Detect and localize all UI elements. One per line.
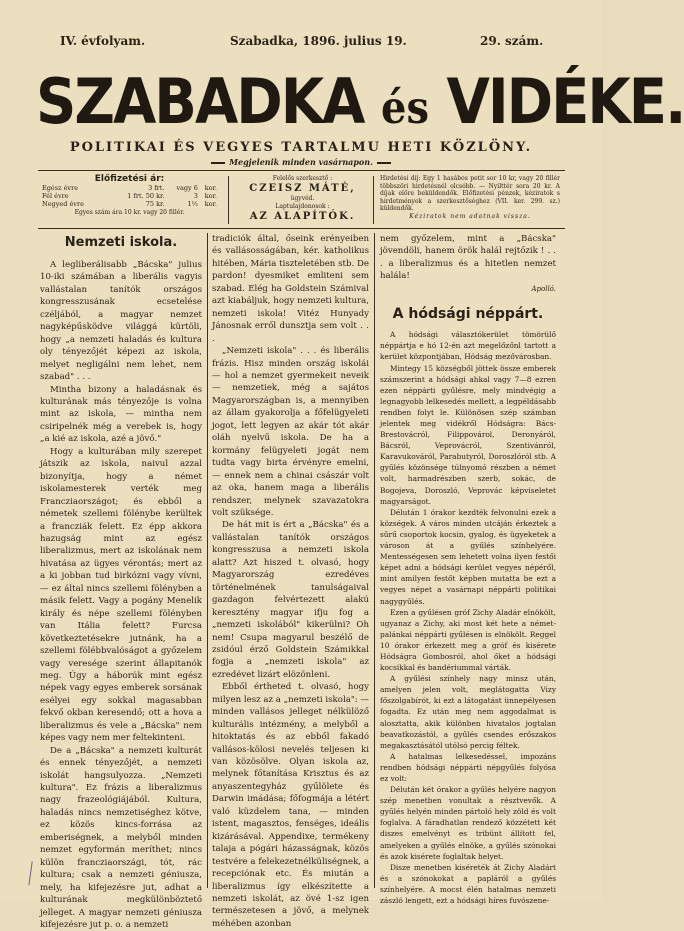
- editor-name: CZEISZ MÁTÉ,: [240, 183, 365, 195]
- ornament-rule-left: [211, 162, 225, 164]
- ornament-rule-right: [377, 162, 391, 164]
- article-paragraph: Délután 1 órakor kezdték felvonulni ezek a községek. A város minden utcáján érkeztek a sűrű csoportok kocsin, gyalog, és ügyeketek a városon át a gyűlés színhelyére. Mentességesen sem lehetett volna ilyen festői képet adni a hódsági kerület vegyes népéről, mint amilyen festőt képben mutatta be ezt a vegyes népet a vasárnapi néppárti politikai nagygyűlés.: [380, 507, 556, 607]
- advert-terms-text: Hirdetési díj: Egy 1 hasábos petit sor 10 kr, vagy 20 fillér többszöri hirdetésnél olcsóbb. — Nyilttér sora 20 kr. A díjak előre beküldendők. Előfizetési pénzek, kéziratok s hirdetmények a szerkesztőséghez (VII. ker. 299. sz.) küldendők.: [380, 175, 560, 213]
- top-rule: [38, 170, 565, 171]
- article-paragraph: A legliberálisabb „Bácska" julius 10-iki számában a liberális vagyis vallástalan tanítók országos kongresszusának ecsetelése czéljából, a magyar nemzet nagyképűsködve világgá kürtöli, hogy „a nemzeti haladás és kultura oly tényezőjét képezi az iskola, melyet negligálni nem lehet, nem szabad" . . .: [40, 259, 202, 384]
- price-unit: kor.: [198, 192, 217, 200]
- editor-role: ügyvéd.: [240, 195, 365, 203]
- article-paragraph: Mintegy 15 községből jöttek össze emberek számszerint a hódsági ahkal vagy 7—8 ezren ezen néppárti gyűlésre, mely mindvégig a legnagyobb lelkesedés mellett, a legpéldásabb rendben folyt le. Különösen szép számban jelentek meg vidékről Hódságra: Bács-Brestovácról, Filippovárol, Deronyáról, Bácsról, Veprovácról, Szentivánról, Karavukováról, Parabutyról, Doroszlóról stb. A gyűlés közönsége túlnyomó részben a német volt, harmadrészben szerb, sokác, de Bogojeva, Doroszló, Veprovác képviseletet magyarságot.: [380, 363, 556, 507]
- masthead-part2: VIDÉKE.: [447, 66, 684, 139]
- article-title: A hódsági néppárt.: [380, 305, 556, 323]
- table-row: [42, 192, 217, 200]
- price-unit: kor.: [198, 184, 217, 192]
- column-divider: [374, 233, 375, 888]
- frequency-text: Megjelenik minden vasárnapon.: [229, 157, 373, 167]
- subscription-table: [42, 184, 217, 208]
- article-title: Nemzeti iskola.: [40, 235, 202, 251]
- article-paragraph: A gyűlési színhely nagy minsz után, amelyen jelen volt, meglátogatta Vizy főszolgabírót, ki ezt a látogatást ünnepélyesen fogadta. Ez után meg nem aggodalmat is alosztatta, akik különben hivatalos jogtalan beavatkozástól, a gyűlés csendes erőszakos megakasztásától utólsó percig féltek.: [380, 673, 556, 751]
- price-label: Negyed évre: [42, 200, 107, 208]
- issue-number: 29. szám.: [480, 34, 543, 48]
- publication-frequency: [40, 157, 562, 167]
- price-value: 1 frt. 50 kr.: [107, 192, 165, 200]
- table-row: [42, 184, 217, 192]
- column-2: [212, 233, 369, 888]
- subscription-title: Előfizetési ár:: [42, 175, 217, 184]
- info-divider: [228, 176, 229, 224]
- price-alt: 1½: [164, 200, 197, 208]
- article-paragraph: „Nemzeti iskola" . . . és liberális frázis. Hisz minden ország iskolái — hol a nemzet gyermekeit neveik — nemzetiek, még a sajátos Magyarországban is, a mennyiben az állam gyakorolja a főfelügyeleti jogot, lett legyen az akár tót akár oláh nyelvű iskola. De ha a kormány felügyeleti jogát nem tudta vagy birta érvényre emelni, — ennek nem a chinai császár volt az oka, hanem maga a liberális rendszer, melynek szavazatokra volt szüksége.: [212, 345, 369, 519]
- owners-label: Laptulajdonosok :: [240, 203, 365, 211]
- info-divider: [373, 176, 374, 224]
- masthead-part1: SZABADKA: [36, 66, 364, 139]
- article-paragraph: Hogy a kulturában mily szerepet játszik az iskola, naivul azzal bizonyítja, hogy a német iskolamesterek verték meg Francziaországot; és ebből a németek szellemi fölénybe kerültek a francziák felett. Ez épp akkora hazugság mint az egész liberalizmus, mert az iskolának nem hivatása az ügyes vérontás; mert az a ki jobban tud birkózni vagy vívni, — ez által nincs szellemi fölényben a másik felett. Vagy a pogány Menelik király és népe szellemi fölényben van Itália felett? Furcsa következtetésekre jutnánk, ha a szellemi fölébbvalóságot a győzelem vagy veresége szerint állapitanók meg. Úgy a háborúk mint egész népek vagy egyes emberek sorsának esélyei egy sokkal magasabban fekvő okban keresendő; ott a hova a liberalizmus és vele a „Bácska" nem képes vagy nem mer feltekinteni.: [40, 446, 202, 745]
- editor-box: [240, 175, 365, 225]
- article-paragraph: A hódsági választókerület tömörülő néppártja e hó 12-én azt megelőzőnl tartott a kerület központjában, Hódság mezővárosban.: [380, 329, 556, 362]
- price-value: 3 frt.: [107, 184, 165, 192]
- price-value: 75 kr.: [107, 200, 165, 208]
- column-divider: [207, 233, 208, 888]
- article-paragraph: Mintha bizony a haladásnak és kulturának más tényezője is volna mint az iskola, — mintha nem csiripelnék még a verebek is, hogy „a kié az iskola, azé a jövő.": [40, 384, 202, 446]
- article-paragraph: A hatalmas lelkesedéssel, impozáns rendben hódsági néppárti népgyűlés folyósa ez volt:: [380, 751, 556, 784]
- owners-name: AZ ALAPÍTÓK.: [240, 211, 365, 223]
- price-label: Egész évre: [42, 184, 107, 192]
- volume-label: IV. évfolyam.: [60, 34, 145, 48]
- article-paragraph: Délután két órakor a gyűlés helyére nagyon szép menetben vonultak a résztvevők. A gyűlés helyén minden pártoló hely zöld és volt foglalva. A fáradhatlan rendező közzétett két diszes emelvényt es tribünt állított fel, amelyeken a gyűlés elnöke, a gyűlés szónokai és azok kisérete foglaltak helyet.: [380, 784, 556, 862]
- masthead-title: [36, 68, 566, 143]
- article-paragraph: tradiciók által, őseink erényeiben és vallásosságában, kér. katholikus hitében, Mária tiszteletében stb. De pardon! dyesmiket emliteni sem szabad. Elég ha Goldstein Számival azt kiabáljuk, hogy nemzeti kultura, nemzeti iskola! Vitéz Hunyady Jánosnak erről dunsztja sem volt . . .: [212, 233, 369, 345]
- table-row: [42, 200, 217, 208]
- article-paragraph: De a „Bácska" a nemzeti kulturát és ennek tényezőjét, a nemzeti iskolát hangsulyozza. „Nemzeti kultura". Ez frázis a liberalizmus nagy frazeológiájából. Kultura, haladás nincs nemzetiséghez kötve, ez közös kincs-forrása az emberiségnek, a melyből minden nemzet egyformán meríthet; nincs külön francziaországi, tót, rác kultura; csak a nemzeti géniusza, mely, ha kifejezésre jut, adhat a kulturának megkülönböztető jelleget. A magyar nemzeti géniusza kifejezésre jut p. o. a nemzeti: [40, 745, 202, 931]
- advert-terms-box: [380, 175, 560, 225]
- article-paragraph: Ezen a gyűlésen gróf Zichy Aladár elnökölt, ugyanaz a Zichy, aki most két hete a német-palánkai néppárti gyűlésen is elnökölt. Reggel 10 órakor érkezett meg a gróf és kisérete Hódságra Gombosról, ahol őket a hódsági kocsikkal és bandériummal várták.: [380, 607, 556, 674]
- manuscripts-note: Kéziratok nem adatnak vissza.: [380, 213, 560, 221]
- price-unit: kor.: [198, 200, 217, 208]
- single-issue-price: Egyes szám ára 10 kr. vagy 20 fillér.: [42, 208, 217, 217]
- price-alt: 3: [164, 192, 197, 200]
- subscription-box: [42, 175, 217, 225]
- subtitle: POLITIKAI ÉS VEGYES TARTALMU HETI KÖZLÖNY.: [40, 140, 562, 155]
- price-label: Fél évre: [42, 192, 107, 200]
- masthead-es: és: [381, 81, 429, 134]
- article-paragraph: nem győzelem, mint a „Bácska" jövendöli, hanem örök halál rejtőzik ! . . . a liberalizmus és a hitetlen nemzet halála!: [380, 233, 556, 283]
- article-paragraph: Ebből értheted t. olvasó, hogy milyen lesz az a „nemzeti iskola": — minden vallásos jelleget nélkülöző kulturális intézmény, a melyből a hitoktatás és az ebből fakadó vallásos-kölosi nevelés teljesen ki van közösölve. Olyan iskola az, melynek főtanítása Krisztus és az anyaszentegyház gyűlölete és Darwin imádása; főfogmája a létért való küzdelem tana, — minden istent, magasztos, fenséges, ideális kizárásával. Appendixe, termékeny talaja a pógári házasságnak, közös testvére a felekezetnélküliségnek, a recepciónak etc. És miután a liberalizmus így elkészítette a nemzeti iskolát, az övé 1-sz igen természetesen a jövő, a melynek méhében azonban: [212, 681, 369, 930]
- place-date: Szabadka, 1896. julius 19.: [230, 34, 407, 48]
- info-rule: [38, 228, 565, 229]
- editor-label: Felelős szerkesztő :: [240, 175, 365, 183]
- article-signature: Apolló.: [380, 283, 556, 295]
- article-paragraph: De hát mit is ért a „Bácska" és a vallástalan tanítók országos kongresszusa a nemzeti iskola alatt? Azt hiszed t. olvasó, hogy Magyarország ezredéves történelmének tanulságaival gazdagon felvértezett alakú keresztény magyar ifju fog a „nemzeti iskolából" kikerülni? Oh nem! Csupa magyarul beszélő de zsidóul érző Goldstein Számikkal fogja a „nemzeti iskola" az ezredévet lizárt elözönleni.: [212, 519, 369, 681]
- article-paragraph: Disze menetben kiséreték át Zichy Aladárt és a szónokokat a papláról a gyűlés színhelyére. A mocst élén hatalmas nemzeti zászló lengett, ezt a hódsági híres fuvószene-: [380, 862, 556, 906]
- header-row: [60, 34, 548, 50]
- column-1: [40, 233, 202, 888]
- column-3: [380, 233, 556, 888]
- price-alt: vagy 6: [164, 184, 197, 192]
